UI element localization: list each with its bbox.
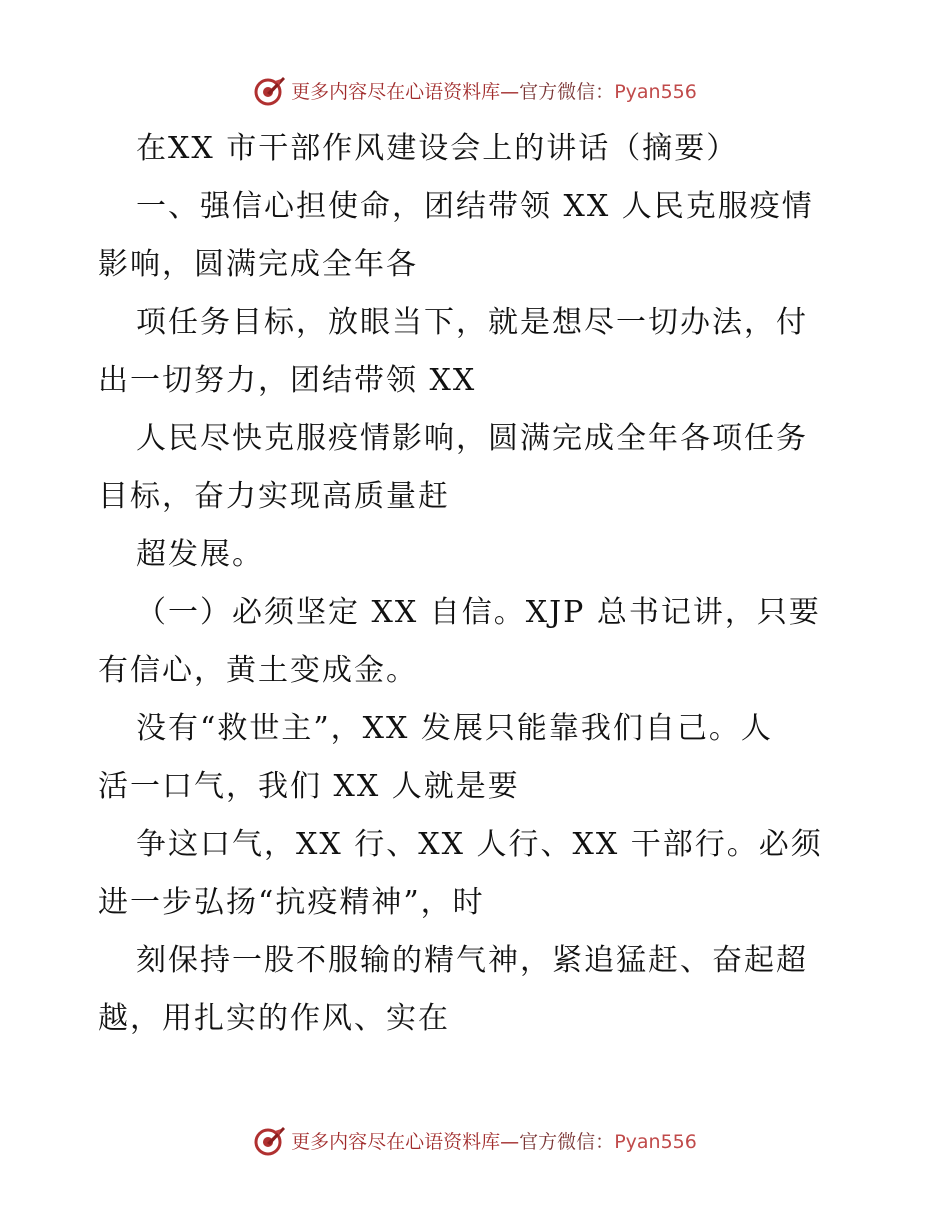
banner-separator: — (500, 1130, 520, 1153)
banner-text (291, 77, 697, 104)
text-line: 刻保持一股不服输的精气神，紧追猛赶、奋起超 (136, 943, 808, 978)
wechat-label: 官方微信： (519, 1130, 615, 1153)
text-line: 影响，圆满完成全年各 (98, 247, 418, 282)
text-line: 项任务目标，放眼当下，就是想尽一切办法，付 (136, 305, 808, 340)
banner-slogan: 更多内容尽在心语资料库 (291, 80, 501, 103)
text-line: 没有“救世主”，XX 发展只能靠我们自己。人 (136, 711, 773, 746)
banner-text (291, 1127, 697, 1154)
text-line: （一）必须坚定 XX 自信。XJP 总书记讲，只要 (136, 595, 821, 630)
text-line: 人民尽快克服疫情影响，圆满完成全年各项任务 (136, 421, 808, 456)
feather-pen-logo-icon (253, 73, 287, 107)
document-body (98, 120, 858, 1048)
wechat-id: Pyan556 (614, 1130, 697, 1153)
text-line: 有信心，黄土变成金。 (98, 653, 418, 688)
banner-separator: — (500, 80, 520, 103)
banner-slogan: 更多内容尽在心语资料库 (291, 1130, 501, 1153)
text-line: 进一步弘扬“抗疫精神”，时 (98, 885, 485, 920)
text-line: 越，用扎实的作风、实在 (98, 1001, 450, 1036)
text-line: 出一切努力，团结带领 XX (98, 363, 477, 398)
wechat-label: 官方微信： (519, 80, 615, 103)
text-line: 目标，奋力实现高质量赶 (98, 479, 450, 514)
text-line: 超发展。 (136, 537, 264, 572)
feather-pen-logo-icon (253, 1123, 287, 1157)
text-line: 在XX 市干部作风建设会上的讲话（摘要） (136, 131, 739, 166)
header-banner (0, 70, 950, 110)
footer-banner (0, 1120, 950, 1160)
text-line: 活一口气，我们 XX 人就是要 (98, 769, 520, 804)
wechat-id: Pyan556 (614, 80, 697, 103)
text-line: 一、强信心担使命，团结带领 XX 人民克服疫情 (136, 189, 814, 224)
text-line: 争这口气，XX 行、XX 人行、XX 干部行。必须 (136, 827, 823, 862)
